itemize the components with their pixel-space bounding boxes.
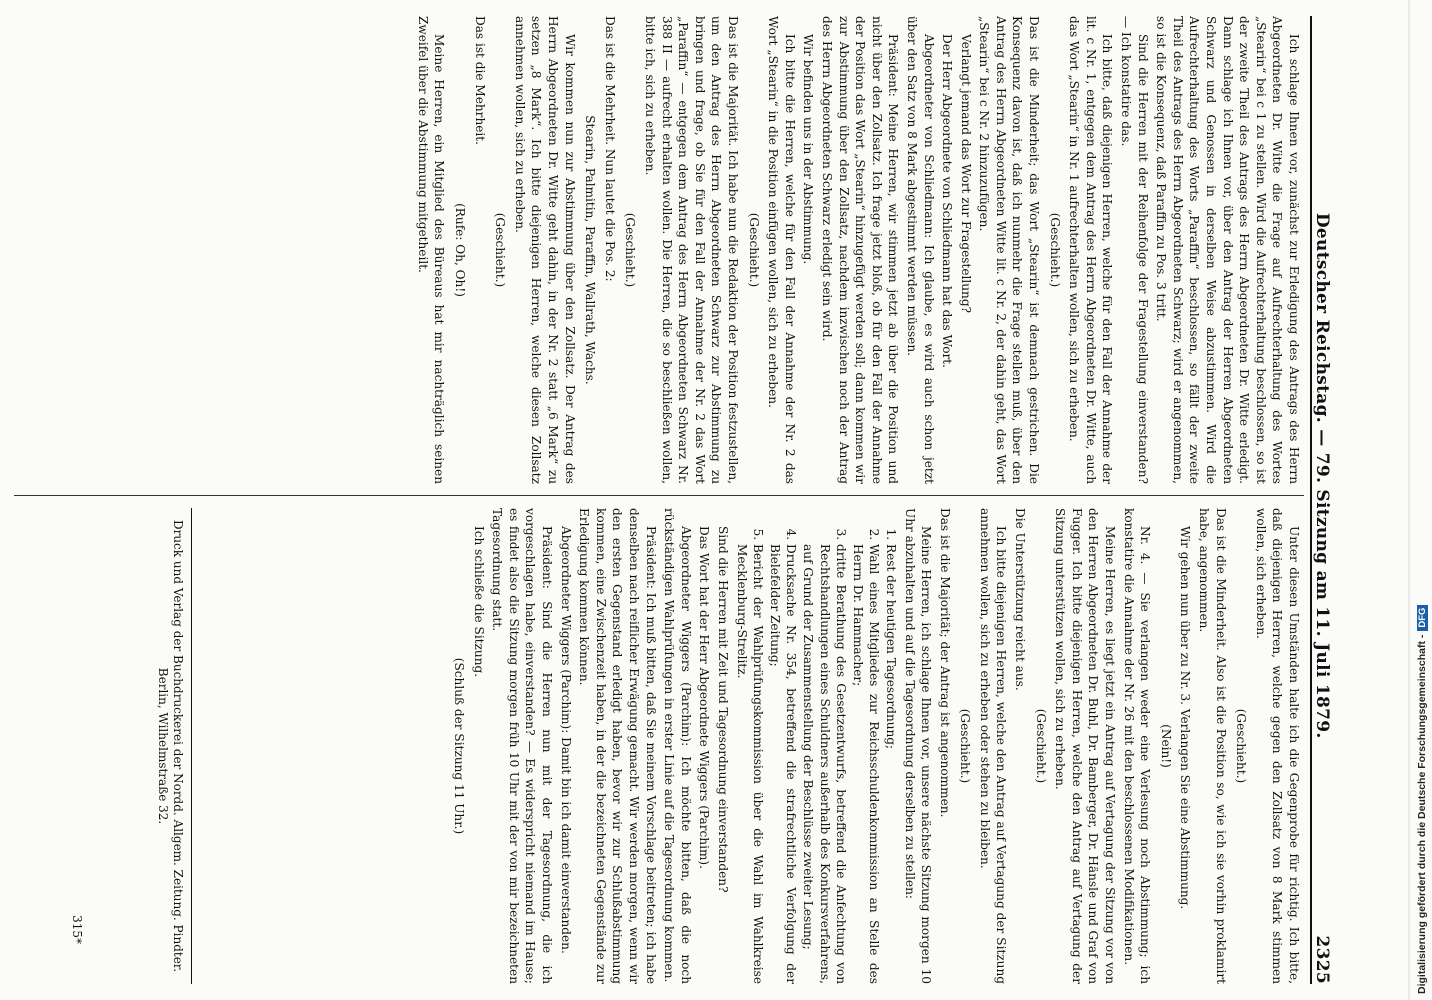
sheet-mark: 315* [70, 915, 84, 944]
paragraph: Wir gehen nun über zu Nr. 3. Verlangen Sie eine Abstimmung. [1178, 526, 1193, 910]
page-number: 2325 [1312, 935, 1332, 984]
paragraph: Das ist die Mehrheit. [472, 16, 487, 145]
agenda-item: 1. Rest der heutigen Tagesordnung; [882, 544, 899, 984]
speaker-paragraph: Präsident: Ich muß bitten, daß Sie meinem Vorschlage beitreten; ich habe denselben nach reiflicher Erwägung gemacht. Wir werden morgen, wenn wir den ersten Gegenstand erledigt haben, bevor wir zur Schlußabstimmung kommen, eine Zwischenzeit haben, in der die bezeichneten Gegenstände zur Erledigung kommen können. [577, 508, 658, 984]
interjection: (Geschieht.) [958, 708, 973, 784]
paragraph: Ich schließe die Sitzung. [471, 526, 486, 678]
printer-line: Druck und Verlag der Buchdruckerei der Nordd. Allgem. Zeitung. Pindter. [171, 519, 185, 973]
interjection: (Rufe: Oh, Oh!) [453, 203, 468, 297]
interjection: (Geschieht.) [493, 212, 508, 288]
agenda-list [733, 508, 899, 984]
interjection: (Geschieht.) [1033, 708, 1048, 784]
interjection: (Nein!) [1158, 724, 1173, 768]
interjection: (Geschieht.) [623, 212, 638, 288]
paragraph: Unter diesen Umständen halte ich die Gegenprobe für richtig. Ich bitte, daß diejenigen Herren, welche gegen den Zollsatz von 8 Mark stimmen wollen, sich erheben. [1253, 508, 1301, 984]
paragraph: Das ist die Mehrheit. Nun lautet die Pos. 2: [602, 16, 617, 282]
speaker-paragraph: Präsident: Sind die Herren nun mit der Tagesordnung, die ich vorgeschlagen habe, einverstanden? — Es widerspricht niemand im Hause; es findet also die Sitzung morgen früh 10 Uhr mit der von mir bezeichneten Tagesordnung statt. [490, 508, 555, 984]
speaker-paragraph: Abgeordneter Wiggers (Parchim): Ich möchte bitten, daß die noch rückständigen Wahlprüfungen in erster Linie auf die Tagesordnung kommen. [662, 508, 693, 984]
agenda-item: 3. dritte Berathung des Gesetzentwurfs, betreffend die Anfechtung von Rechtshandlungen eines Schuldners außerhalb des Konkursverfahrens, auf Grund der Zusammenstellung der Beschlüsse zweiter Lesung; [799, 544, 849, 984]
paragraph: Das Wort hat der Herr Abgeordnete Wiggers (Parchim). [697, 526, 712, 869]
agenda-item: 2. Wahl eines Mitgliedes zur Reichsschuldenkommission an Stelle des Herrn Dr. Hammacher; [849, 544, 882, 984]
paragraph: Meine Herren, ich schlage Ihnen vor, unsere nächste Sitzung morgen 10 Uhr abzuhalten und auf die Tagesordnung derselben zu stellen: [902, 508, 934, 984]
interjection: (Geschieht.) [746, 212, 761, 288]
scan-edge [1408, 0, 1410, 1000]
printer-address: Berlin, Wilhelmstraße 32. [156, 667, 170, 825]
paragraph: Das ist die Majorität; der Antrag ist angenommen. [937, 508, 952, 818]
paragraph: Ich bitte, daß diejenigen Herren, welche für den Fall der Annahme der lit. c Nr. 1, entgegen dem Antrag des Herrn Abgeordneten Dr. Witte, auch das Wort „Stearin“ in Nr. 1 aufrechterhalten wollen, sich zu erheben. [1067, 16, 1115, 484]
page-body [8, 16, 1338, 984]
paragraph: Sind die Herren mit der Reihenfolge der Fragestellung einverstanden? — Ich konstatire das. [1119, 16, 1150, 484]
dfg-logo: DFG [1417, 605, 1428, 631]
agenda-item: 4. Drucksache Nr. 354, betreffend die strafrechtliche Verfolgung der Bielefelder Zeitung; [766, 544, 799, 984]
paragraph: Das ist die Majorität. Ich habe nun die Redaktion der Position festzustellen, um den Antrag des Herrn Abgeordneten Schwarz zur Abstimmung zu bringen und frage, ob Sie für den Fall der Annahme der Nr. 2 das Wort „Paraffin“ — entgegen dem Antrag des Herrn Abgeordneten Schwarz Nr. 388 II — aufrecht erhalten wollen. Die Herren, die so beschließen wollen, bitte ich, sich zu erheben. [643, 16, 740, 484]
interjection: (Geschieht.) [1047, 212, 1062, 288]
paragraph: Der Herr Abgeordnete von Schliedmann hat das Wort. [940, 34, 955, 368]
running-header [1310, 16, 1338, 984]
paragraph: Ich bitte die Herren, welche für den Fall der Annahme der Nr. 2 das Wort „Stearin“ in die Position einfügen wollen, sich zu erheben. [766, 16, 797, 484]
left-column [12, 16, 1302, 484]
paragraph: Ich schlage Ihnen vor, zunächst zur Erledigung des Antrags des Herrn Abgeordneten Dr. Witte die Frage auf Aufrechterhaltung des Wortes „Stearin“ bei c 1 zu stellen. Wird die Aufrechterhaltung beschlossen, so ist der zweite Theil des Antrags des Herrn Abgeordneten Dr. Witte erledigt. Dann schlage ich Ihnen vor, über den Antrag der Herren Abgeordneten Schwarz und Genossen in derselben Weise abzustimmen. Wird die Aufrechterhaltung des Worts „Paraffin“ beschlossen, so fällt der zweite Theil des Antrags des Herrn Abgeordneten Schwarz; wird er angenommen, so ist die Konsequenz, daß Paraffin zu Pos. 3 tritt. [1154, 16, 1301, 484]
speaker-paragraph: Präsident: Meine Herren, wir stimmen jetzt ab über die Position und nicht über den Zollsatz. Ich frage jetzt bloß, ob für den Fall der Annahme der Position das Wort „Stearin“ hinzugefügt werden soll; dann kommen wir zur Abstimmung über den Zollsatz, nachdem inzwischen noch der Antrag des Herrn Abgeordneten Schwarz erledigt sein wird. [819, 16, 901, 484]
paragraph: Nr. 4. — Sie verlangen weder eine Verlesung noch Abstimmung; ich konstatire die Annahme der Nr. 26 mit den beschlossenen Modifikationen. [1121, 508, 1153, 984]
paragraph: Das ist die Minderheit. Also ist die Position so, wie ich sie vorhin proklamirt habe, angenommen. [1197, 508, 1228, 984]
speaker-paragraph: Abgeordneter von Schliedmann: Ich glaube, es wird auch schon jetzt über den Satz von 8 Mark abgestimmt werden müssen. [904, 16, 936, 484]
speaker-paragraph: Abgeordneter Wiggers (Parchim): Damit bin ich damit einverstanden. [558, 526, 573, 954]
column-divider [14, 495, 1304, 496]
paragraph: Sind die Herren mit Zeit und Tagesordnung einverstanden? [716, 526, 730, 893]
digitization-note [1416, 234, 1428, 994]
paragraph: Verlangt jemand das Wort zur Fragestellung? [958, 34, 973, 314]
paragraph: Ich bitte diejenigen Herren, welche den Antrag auf Vertagung der Sitzung annehmen wollen, sich zu erheben oder stehen zu bleiben. [977, 508, 1009, 984]
paragraph: Meine Herren, ein Mitglied des Büreaus hat mir nachträglich seinen Zweifel über die Abstimmung mitgetheilt. [415, 16, 447, 484]
position-text: Stearin, Palmitin, Paraffin, Wallrath, Wachs. [583, 115, 598, 385]
interjection: (Geschieht.) [1234, 708, 1249, 784]
agenda-item: 5. Bericht der Wahlprüfungskommission über die Wahl im Wahlkreise Mecklenburg-Strelitz. [733, 544, 766, 984]
right-column [12, 508, 1302, 984]
paragraph: Die Unterstützung reicht aus. [1013, 508, 1028, 691]
paragraph: Meine Herren, es liegt jetzt ein Antrag auf Vertagung der Sitzung vor von den Herren Abgeordneten Dr. Buhl, Dr. Bamberger, Dr. Hänsle und Graf von Fugger. Ich bitte diejenigen Herren, welche den Antrag auf Vertagung der Sitzung unterstützen wollen, sich zu erheben. [1053, 508, 1118, 984]
header-title: Deutscher Reichstag. — 79. Sitzung am 11. Juli 1879. [1312, 212, 1332, 739]
paragraph: Wir kommen nun zur Abstimmung über den Zollsatz. Der Antrag des Herrn Abgeordneten Dr. Witte geht dahin, in der Nr. 2 statt „6 Mark“ zu setzen „8 Mark“. Ich bitte diejenigen Herren, welche diesen Zollsatz annehmen wollen, sich zu erheben. [512, 16, 577, 484]
paragraph: Wir befinden uns in der Abstimmung. [801, 34, 816, 265]
session-close: (Schluß der Sitzung 11 Uhr.) [452, 657, 467, 835]
paragraph: Das ist die Minderheit; das Wort „Stearin“ ist demnach gestrichen. Die Konsequenz davon ist, daß ich nunmehr die Frage stellen muß, über den Antrag des Herrn Abgeordneten Witte lit. c Nr. 2, der dahin geht, das Wort „Stearin“ bei c Nr. 2 hinzuzufügen. [977, 16, 1042, 484]
digitization-text: Digitalisierung gefördert durch die Deutsche Forschungsgemeinschaft - [1416, 634, 1428, 994]
colophon [155, 508, 192, 984]
